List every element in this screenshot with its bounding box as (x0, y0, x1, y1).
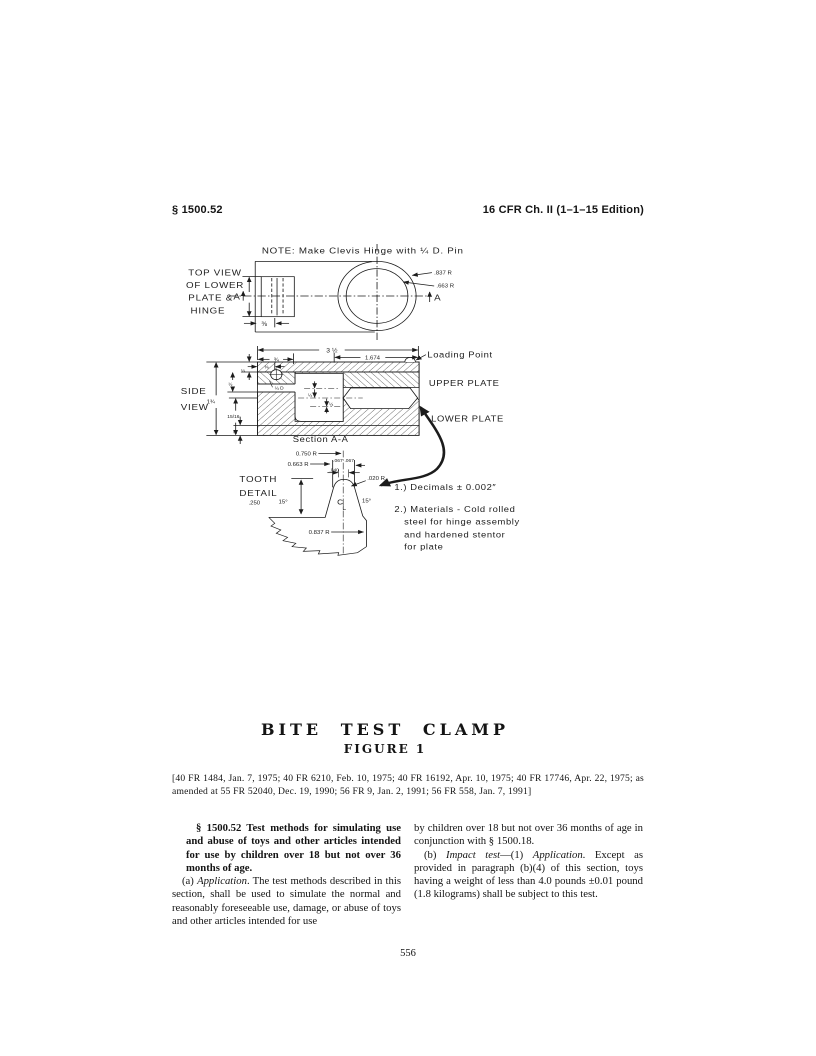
paragraph-b-italic-1: Impact test (446, 848, 501, 861)
paragraph-a (172, 875, 401, 928)
header-edition: 16 CFR Ch. II (1–1–15 Edition) (482, 204, 644, 216)
figure-note-2-line-3: and hardened stentor (404, 529, 506, 540)
dim-1674: 1.674 (365, 355, 381, 362)
dim-three-eighths-top: ⅜ (261, 321, 268, 328)
dim-one-three-quarters: 1¾ (206, 399, 216, 406)
paragraph-b-italic-2: Application (532, 848, 583, 861)
side-view-label-2: VIEW (180, 402, 209, 412)
federal-register-citation: [40 FR 1484, Jan. 7, 1975; 40 FR 6210, Feb. 10, 1975; 40 FR 16192, Apr. 10, 1975; 40 FR 17746, Apr. 22, 1975; as amended at 55 FR 52040, Dec. 19, 1990; 56 FR 9, Jan. 2, 1991; 56 FR 558, Jan. 7, 1991] (172, 773, 644, 797)
note-make-clevis-hinge: NOTE: Make Clevis Hinge with ¼ D. Pin (261, 245, 464, 256)
section-heading: § 1500.52 Test methods for simulating use and abuse of toys and other articles intended for use by children over 18 but not over 36 months of age. (186, 822, 401, 874)
page-number: 556 (400, 948, 416, 959)
dim-overall-width: 3 ½ (326, 347, 338, 355)
figure-note-2-line-1: 2.) Materials - Cold rolled (394, 504, 516, 514)
section-marker-a-right: A (434, 293, 441, 303)
header-section-number: § 1500.52 (172, 204, 223, 216)
dim-250: .250 (248, 500, 261, 507)
paragraph-b (414, 849, 643, 902)
page-header (172, 204, 644, 216)
figure-note-1: 1.) Decimals ± 0.002″ (394, 482, 497, 492)
centerline-c: C (337, 498, 344, 507)
dim-0663r: 0.663 R (287, 462, 309, 468)
dim-quarter-mid-2: ¼ (329, 401, 334, 407)
paragraph-a-italic: Application (197, 875, 247, 888)
angle-right-15: 15° (361, 498, 372, 505)
top-view-drawing (186, 244, 464, 341)
side-view-drawing (181, 346, 504, 485)
top-view-label-1: TOP VIEW (188, 267, 242, 278)
angle-left-15: 15° (278, 499, 288, 506)
lower-plate-label: LOWER PLATE (431, 413, 504, 424)
dim-quarter-mid-1: ¼ (308, 392, 313, 398)
dim-quarter-pin-diameter: ¼ D (274, 385, 284, 391)
body-column-left (172, 822, 401, 928)
dim-outer-radius: .837 R (434, 270, 452, 277)
dim-040: .040 (329, 467, 339, 473)
dim-half: ½ (228, 382, 233, 387)
top-view-label-3: PLATE & (188, 293, 233, 303)
centerline-l: L (342, 505, 347, 512)
loading-point-label: Loading Point (427, 349, 493, 360)
dim-067-left: .067 (333, 458, 343, 463)
figure-caption-title: BITE TEST CLAMP (261, 720, 509, 739)
dim-fifteen-sixteenths: 15/16 (227, 414, 240, 419)
section-marker-a-left: A (233, 291, 240, 302)
paragraph-b-rest: . Except as provided in paragraph (b)(4) of this section, toys having a weight of less than 4.0 pounds ±0.01 pound (1.8 kilograms) shall be subject to this test. (414, 848, 644, 901)
dim-three-quarters: ¾ (273, 357, 279, 364)
dim-quarter-top: ¼ (241, 368, 246, 373)
dim-0750r: 0.750 R (295, 451, 317, 458)
dim-067-right: .067 (344, 458, 354, 463)
side-view-label-1: SIDE (180, 386, 207, 396)
paragraph-a-continued: by children over 18 but not over 36 months of age in conjunction with § 1500.18. (414, 822, 643, 848)
tooth-detail-drawing (239, 451, 519, 556)
dim-020r: .020 R (367, 476, 385, 482)
section-aa-label: Section A-A (292, 434, 349, 444)
figure-drawing (165, 240, 665, 720)
paragraph-b-mid: —(1) (500, 848, 533, 861)
paragraph-a-lead: (a) (182, 875, 198, 888)
dim-three-eighths-side: ⅜ (264, 364, 269, 370)
dim-quarter-bottom: ¼ (232, 429, 237, 435)
figure-caption-number: FIGURE 1 (343, 742, 427, 756)
top-view-label-2: OF LOWER (186, 280, 245, 290)
body-text-columns (172, 822, 644, 928)
tooth-detail-label-1: TOOTH (239, 474, 278, 484)
top-view-label-4: HINGE (190, 305, 226, 316)
tooth-detail-label-2: DETAIL (239, 488, 278, 498)
figure-note-2-line-4: for plate (404, 541, 444, 552)
dim-inner-radius: .663 R (436, 283, 455, 290)
paragraph-a-rest: . The test methods described in this section, shall be used to simulate the normal and reasonably foreseeable use, damage, or abuse of toys and other articles intended for use (172, 875, 401, 928)
upper-plate-label: UPPER PLATE (428, 378, 500, 388)
figure-note-2-line-2: steel for hinge assembly (404, 517, 520, 527)
paragraph-b-lead: (b) (424, 848, 447, 861)
body-column-right (414, 822, 643, 928)
dim-0837r: 0.837 R (308, 530, 330, 536)
